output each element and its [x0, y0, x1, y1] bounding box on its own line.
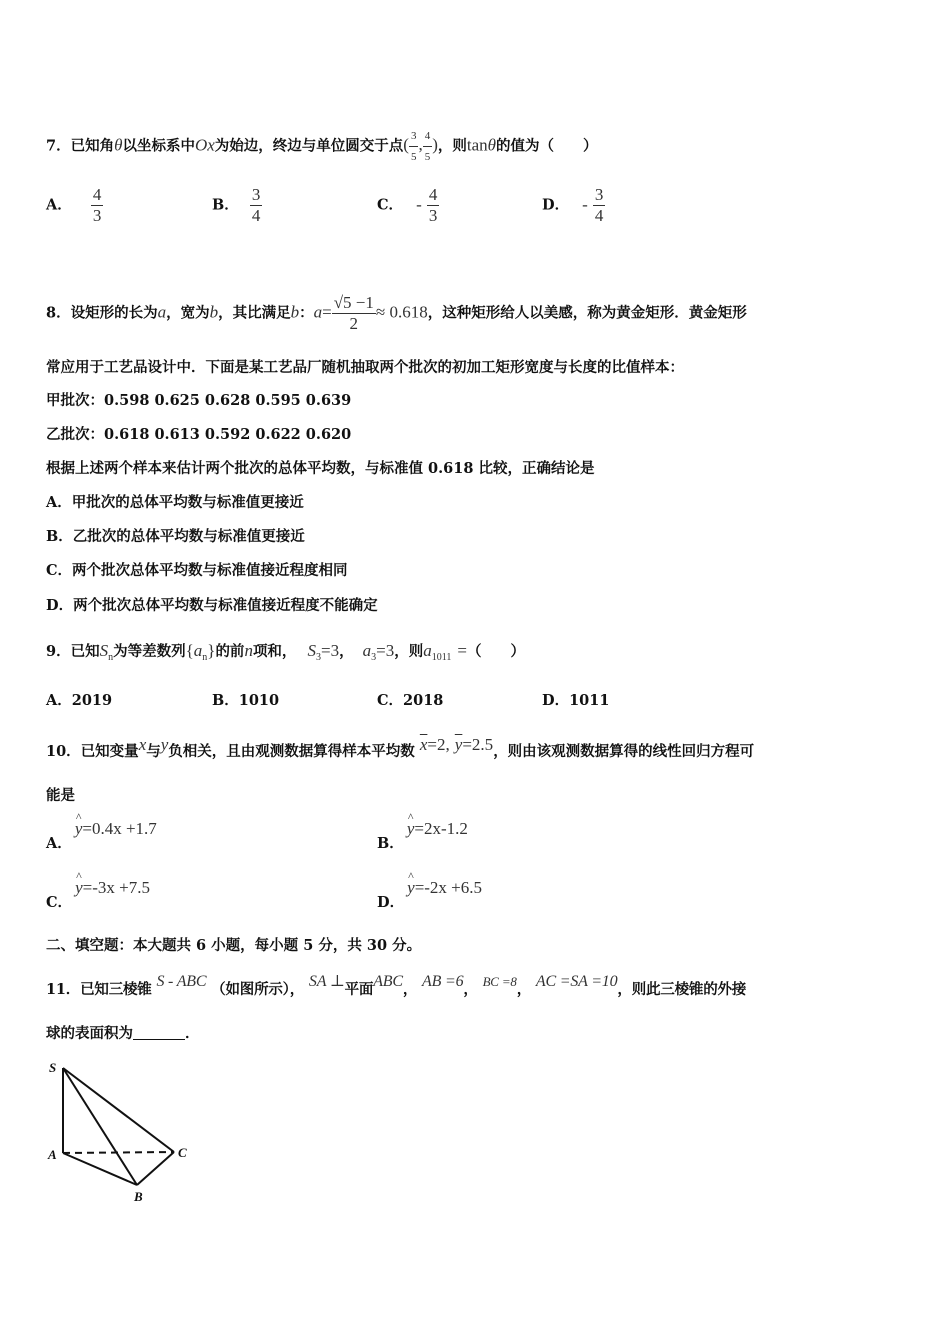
q8-batch-yi: 乙批次：0.618 0.613 0.592 0.622 0.620	[46, 426, 352, 443]
edge-bc	[137, 1152, 174, 1185]
q8-stem: 8．设矩形的长为a，宽为b，其比满足b：a= $\frac{√5 -1}{2}$ ≈ 0.618，这种矩形给人以美感，称为黄金矩形．黄金矩形	[46, 293, 747, 333]
q11-stem: 11．已知三棱锥 S - ABC （如图所示）， SA ⊥平面ABC， AB =6， BC =8， AC =SA =10，则此三棱锥的外接	[46, 973, 747, 998]
q10-option-a[interactable]: A． ^ y=0.4x +1.7	[46, 818, 157, 839]
q10-option-c[interactable]: C． ^ y=-3x +7.5	[46, 877, 150, 898]
answer-blank[interactable]	[133, 1025, 185, 1040]
vertex-label-c: C	[178, 1145, 187, 1160]
q9-option-a[interactable]: A．2019	[46, 692, 113, 709]
q9-option-c[interactable]: C．2018	[377, 692, 444, 709]
section-heading: 二、填空题：本大题共 6 小题，每小题 5 分，共 30 分。	[46, 937, 422, 954]
theta-symbol: θ	[114, 135, 123, 155]
q7-option-b[interactable]: B． $\frac{3}{4}$	[212, 185, 261, 225]
point-coordinates: ( $\frac{3}{5}$ , $\frac{4}{5}$ )	[403, 135, 438, 154]
vertex-label-a: A	[48, 1147, 57, 1162]
q10-option-b[interactable]: B． ^ y=2x-1.2	[377, 818, 468, 839]
edge-ac-hidden	[63, 1152, 174, 1153]
q7-option-d[interactable]: D． - $\frac{3}{4}$	[542, 185, 604, 225]
q8-option-b[interactable]: B．乙批次的总体平均数与标准值更接近	[46, 528, 305, 545]
q10-option-d[interactable]: D． ^ y=-2x +6.5	[377, 877, 482, 898]
q8-batch-jia: 甲批次：0.598 0.625 0.628 0.595 0.639	[46, 392, 352, 409]
edge-sc	[63, 1068, 174, 1152]
q8-option-a[interactable]: A．甲批次的总体平均数与标准值更接近	[46, 494, 304, 511]
vertex-label-s: S	[49, 1060, 57, 1075]
edge-sb	[63, 1068, 137, 1185]
q10-line2: 能是	[46, 787, 75, 804]
q7-stem: 7．已知角θ以坐标系中Ox为始边，终边与单位圆交于点( $\frac{3}{5}$ , $\frac{4}{5}$ )，则tanθ的值为（ ）	[46, 127, 902, 166]
q11-line2: 球的表面积为 ．	[46, 1025, 200, 1042]
q7-option-c[interactable]: C． - $\frac{4}{3}$	[377, 185, 438, 225]
q9-option-b[interactable]: B．1010	[212, 692, 280, 709]
q10-stem: 10．已知变量x与y负相关，且由观测数据算得样本平均数 $\overline{x}=2$, $\overline{y}=2.5$，则由该观测数据算得的线性回归方程可	[46, 735, 755, 760]
q8-line2: 常应用于工艺品设计中．下面是某工艺品厂随机抽取两个批次的初加工矩形宽度与长度的比值样本：	[46, 359, 684, 376]
q7-option-a[interactable]: A． $\frac{4}{3}$	[46, 185, 102, 225]
q8-option-d[interactable]: D．两个批次总体平均数与标准值接近程度不能确定	[46, 597, 378, 614]
ox-symbol: Ox	[194, 135, 215, 155]
vertex-label-b: B	[134, 1189, 143, 1204]
q9-option-d[interactable]: D．1011	[542, 692, 610, 709]
golden-ratio-fraction: $\frac{√5 -1}{2}$	[333, 293, 374, 333]
tetrahedron-figure	[40, 1058, 210, 1208]
q9-stem: 9．已知$S_n$为等差数列$\{a_n\}$的前n项和， $S_3=3$， $a_3=3$，则$a_{1011}$ =（ ）	[46, 641, 525, 663]
q8-option-c[interactable]: C．两个批次总体平均数与标准值接近程度相同	[46, 562, 348, 579]
q8-question: 根据上述两个样本来估计两个批次的总体平均数，与标准值 0.618 比较，正确结论是	[46, 460, 595, 477]
